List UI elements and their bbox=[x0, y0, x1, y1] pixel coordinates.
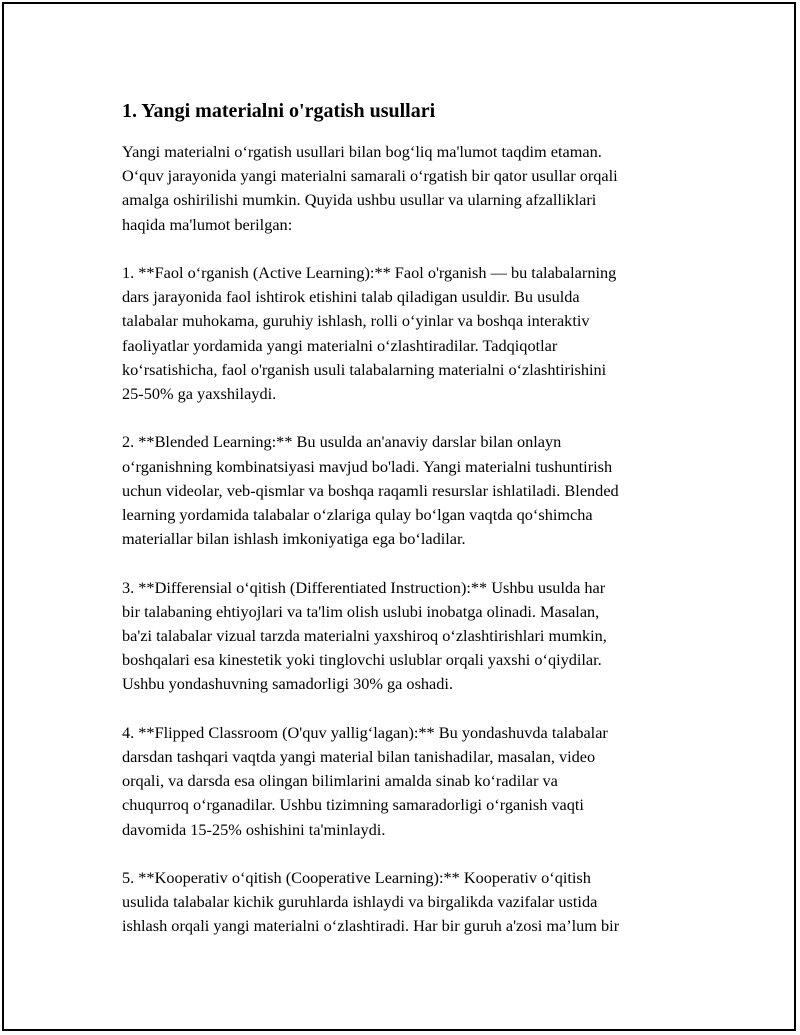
document-page bbox=[2, 2, 796, 1031]
text-line: haqida ma'lumot berilgan: bbox=[122, 214, 293, 234]
method-1-paragraph bbox=[122, 261, 702, 406]
text-line: 4. **Flipped Classroom (O'quv yallig‘lagan):** Bu yondashuvda talabalar bbox=[122, 722, 608, 742]
text-line: uchun videolar, veb-qismlar va boshqa raqamli resurslar ishlatiladi. Blended bbox=[122, 480, 619, 500]
text-line: darsdan tashqari vaqtda yangi material bilan tanishadilar, masalan, video bbox=[122, 747, 596, 767]
method-3-paragraph bbox=[122, 576, 702, 697]
text-line: orqali, va darsda esa olingan bilimlarini amalda sinab ko‘radilar va bbox=[122, 771, 558, 791]
text-line: ba'zi talabalar vizual tarzda materialni yaxshiroq o‘zlashtirishlari mumkin, bbox=[122, 626, 607, 646]
text-line: davomida 15-25% oshishini ta'minlaydi. bbox=[122, 819, 386, 839]
text-line: 5. **Kooperativ o‘qitish (Cooperative Learning):** Kooperativ o‘qitish bbox=[122, 868, 591, 888]
text-line: amalga oshirilishi mumkin. Quyida ushbu usullar va ularning afzalliklari bbox=[122, 190, 597, 210]
method-5-paragraph bbox=[122, 866, 702, 939]
text-line: chuqurroq o‘rganadilar. Ushbu tizimning samaradorligi o‘rganish vaqti bbox=[122, 795, 584, 815]
text-line: 2. **Blended Learning:** Bu usulda an'anaviy darslar bilan onlayn bbox=[122, 432, 562, 452]
text-line: Yangi materialni o‘rgatish usullari bilan bog‘liq ma'lumot taqdim etaman. bbox=[122, 142, 602, 161]
text-line: 1. **Faol o‘rganish (Active Learning):** Faol o'rganish — bu talabalarning bbox=[122, 263, 617, 282]
text-line: 3. **Differensial o‘qitish (Differentiated Instruction):** Ushbu usulda har bbox=[122, 577, 606, 597]
text-line: ko‘rsatishicha, faol o'rganish usuli talabalarning materialni o‘zlashtirishini bbox=[122, 359, 607, 379]
text-line: talabalar muhokama, guruhiy ishlash, rolli o‘yinlar va boshqa interaktiv bbox=[122, 311, 590, 331]
method-2-paragraph bbox=[122, 430, 702, 551]
text-line: bir talabaning ehtiyojlari va ta'lim olish uslubi inobatga olinadi. Masalan, bbox=[122, 601, 600, 621]
text-line: o‘rganishning kombinatsiyasi mavjud bo'ladi. Yangi materialni tushuntirish bbox=[122, 456, 613, 476]
text-line: Ushbu yondashuvning samadorligi 30% ga oshadi. bbox=[122, 674, 454, 694]
section-heading: 1. Yangi materialni o'rgatish usullari bbox=[122, 100, 436, 122]
text-line: materiallar bilan ishlash imkoniyatiga ega bo‘ladilar. bbox=[122, 529, 466, 549]
text-line: 25-50% ga yaxshilaydi. bbox=[122, 384, 277, 404]
text-line: O‘quv jarayonida yangi materialni samarali o‘rgatish bir qator usullar orqali bbox=[122, 166, 618, 186]
text-line: usulida talabalar kichik guruhlarda ishlaydi va birgalikda vazifalar ustida bbox=[122, 892, 598, 912]
text-line: ishlash orqali yangi materialni o‘zlashtiradi. Har bir guruh a'zosi ma’lum bir bbox=[122, 916, 620, 936]
text-line: faoliyatlar yordamida yangi materialni o‘zlashtiradilar. Tadqiqotlar bbox=[122, 335, 558, 355]
method-4-paragraph bbox=[122, 721, 702, 842]
text-line: dars jarayonida faol ishtirok etishini talab qiladigan usuldir. Bu usulda bbox=[122, 287, 580, 307]
text-line: boshqalari esa kinestetik yoki tinglovchi uslublar orqali yaxshi o‘qiydilar. bbox=[122, 650, 602, 670]
text-line: learning yordamida talabalar o‘zlariga qulay bo‘lgan vaqtda qo‘shimcha bbox=[122, 505, 593, 525]
document-body bbox=[122, 98, 702, 963]
intro-paragraph bbox=[122, 140, 702, 237]
